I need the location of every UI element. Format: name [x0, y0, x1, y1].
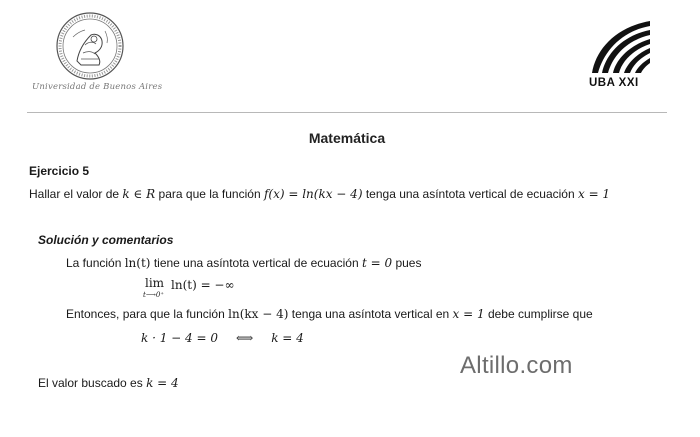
university-seal-logo — [55, 11, 125, 81]
statement-math-function: f(x) = ln(kx − 4) — [263, 187, 363, 201]
final-text: El valor buscado es — [38, 376, 147, 390]
line1-math-t-eq-0: t = 0 — [361, 256, 393, 270]
equation-line — [141, 331, 304, 345]
limit-subscript: t⟶0⁺ — [143, 291, 164, 299]
line2-text-b: tenga una asíntota vertical en — [288, 307, 453, 321]
limit-word: lim — [145, 276, 165, 290]
line1-math-ln-t: ln(t) — [124, 256, 151, 270]
limit-result: ln(t) = −∞ — [171, 278, 235, 292]
line2-text-a: Entonces, para que la función — [66, 307, 229, 321]
line2-math-function: ln(kx − 4) — [228, 307, 289, 321]
line1-text-c: pues — [392, 256, 422, 270]
final-math: k = 4 — [146, 376, 179, 390]
exercise-statement — [29, 187, 610, 201]
uba-xxi-logo — [586, 19, 652, 75]
solution-heading: Solución y comentarios — [38, 233, 174, 247]
header-divider — [27, 112, 667, 113]
statement-text-2: para que la función — [155, 187, 264, 201]
equation-right: k = 4 — [271, 331, 304, 345]
watermark: Altillo.com — [460, 352, 573, 379]
statement-math-x-eq-1: x = 1 — [577, 187, 611, 201]
equation-left: k · 1 − 4 = 0 — [141, 331, 218, 345]
line2-math-x-eq-1: x = 1 — [452, 307, 485, 321]
statement-text-1: Hallar el valor de — [29, 187, 123, 201]
line1-text-b: tiene una asíntota vertical de ecuación — [150, 256, 362, 270]
final-answer — [38, 376, 179, 390]
exercise-heading: Ejercicio 5 — [29, 164, 90, 178]
statement-math-k-in-r: k ∈ R — [122, 187, 156, 201]
seal-caption: Universidad de Buenos Aires — [32, 82, 163, 92]
line1-text-a: La función — [66, 256, 125, 270]
solution-line-2 — [66, 307, 593, 321]
iff-symbol: ⟺ — [236, 331, 254, 345]
uba-xxi-label: UBA XXI — [589, 77, 639, 89]
statement-text-3: tenga una asíntota vertical de ecuación — [362, 187, 578, 201]
solution-line-1 — [66, 256, 421, 270]
page-title: Matemática — [308, 130, 386, 146]
line2-text-c: debe cumplirse que — [484, 307, 593, 321]
